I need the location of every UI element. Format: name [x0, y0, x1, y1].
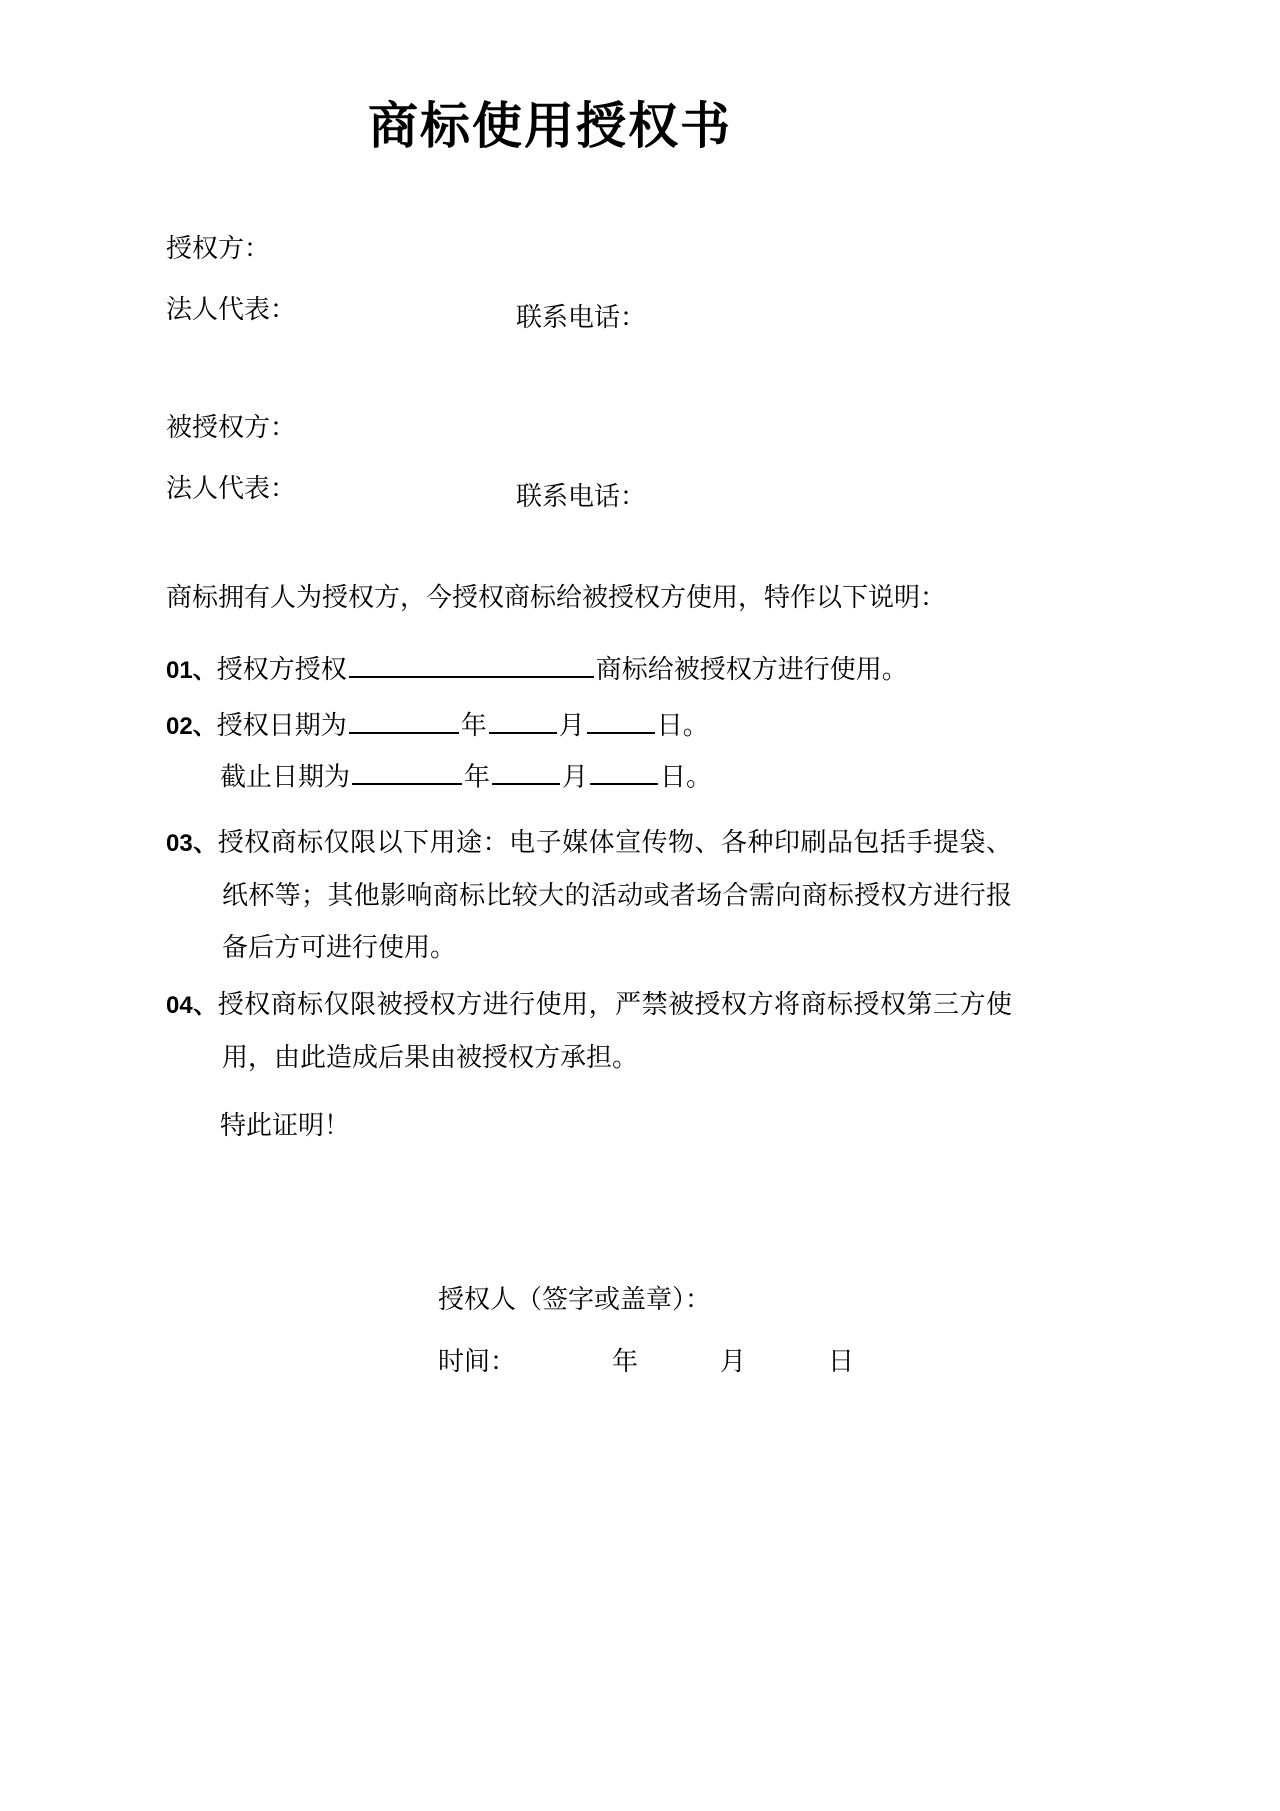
clause-01-text-after: 商标给被授权方进行使用。 — [595, 655, 908, 684]
clause-02-start-prefix: 授权日期为 — [216, 711, 347, 740]
clause-02-end-month-blank[interactable] — [492, 756, 560, 785]
certify-line: 特此证明！ — [220, 1111, 351, 1140]
clause-02 — [166, 700, 956, 753]
licensee-phone-label: 联系电话： — [516, 482, 647, 511]
page-title: 商标使用授权书 — [368, 98, 732, 154]
signature-day-label: 日 — [828, 1347, 855, 1376]
clause-04-text: 授权商标仅限被授权方进行使用，严禁被授权方将商标授权第三方使用，由此造成后果由被授权方承担。 — [217, 990, 1012, 1072]
signature-month-label: 月 — [720, 1347, 747, 1376]
clause-01-trademark-blank[interactable] — [349, 649, 594, 678]
clause-02-start-day-blank[interactable] — [587, 705, 655, 734]
licensor-party-label: 授权方： — [166, 234, 271, 263]
clause-01-text-before: 授权方授权 — [216, 655, 347, 684]
clause-02-end-prefix: 截止日期为 — [220, 762, 351, 792]
clause-02-end-year-blank[interactable] — [352, 756, 462, 785]
licensor-phone-label: 联系电话： — [516, 303, 647, 332]
clause-04-number: 04、 — [166, 992, 218, 1019]
clause-02-end-year-label: 年 — [464, 762, 491, 792]
licensee-party-label: 被授权方： — [166, 413, 297, 442]
signature-time-line — [438, 1341, 854, 1378]
clause-04 — [166, 979, 1012, 1084]
clause-02-number: 02、 — [166, 713, 217, 740]
intro-paragraph: 商标拥有人为授权方，今授权商标给被授权方使用，特作以下说明： — [166, 583, 947, 612]
licensor-legal-rep-label: 法人代表： — [166, 295, 297, 324]
signer-label: 授权人（签字或盖章）： — [438, 1285, 712, 1314]
signature-time-label: 时间： — [438, 1347, 517, 1376]
clause-02-end-day-label: 日。 — [660, 762, 713, 792]
clause-02-start-year-label: 年 — [460, 711, 487, 740]
clause-02-start-year-blank[interactable] — [349, 705, 459, 734]
clause-02-end-date-line — [220, 756, 712, 793]
clause-01-number: 01、 — [166, 657, 217, 684]
licensee-legal-rep-label: 法人代表： — [166, 474, 297, 503]
clause-03-text: 授权商标仅限以下用途：电子媒体宣传物、各种印刷品包括手提袋、纸杯等；其他影响商标比较大的活动或者场合需向商标授权方进行报备后方可进行使用。 — [217, 828, 1012, 962]
clause-02-end-month-label: 月 — [562, 762, 589, 792]
clause-02-start-day-label: 日。 — [656, 711, 709, 740]
clause-03 — [166, 817, 1012, 974]
clause-03-number: 03、 — [166, 830, 218, 857]
signature-year-label: 年 — [612, 1347, 639, 1376]
clause-02-start-month-blank[interactable] — [489, 705, 557, 734]
clause-01 — [166, 644, 956, 697]
clause-02-start-month-label: 月 — [558, 711, 585, 740]
clause-02-end-day-blank[interactable] — [590, 756, 658, 785]
